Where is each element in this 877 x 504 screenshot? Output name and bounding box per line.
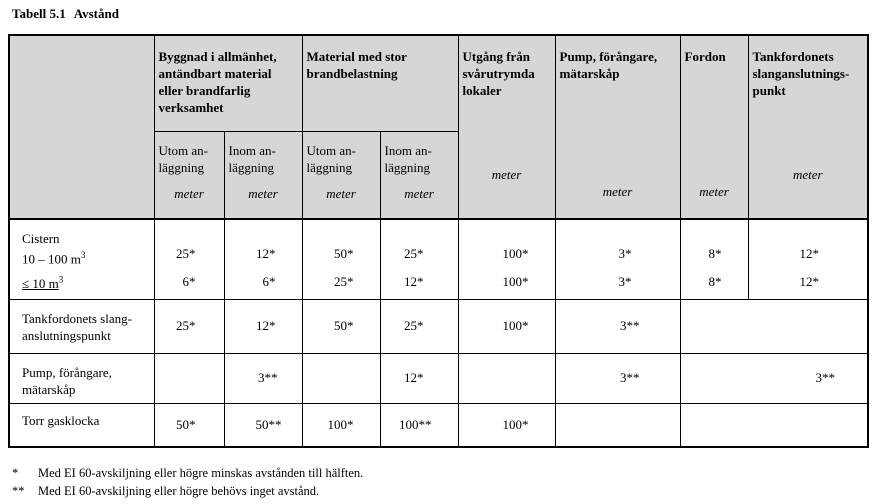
value-cell: 12* 12* bbox=[748, 219, 868, 299]
sub-header-inside: Inom an-läggning meter bbox=[380, 131, 458, 219]
table-row bbox=[9, 353, 868, 403]
sub-header-outside: Utom an-läggning meter bbox=[154, 131, 224, 219]
table-caption bbox=[12, 6, 119, 22]
sub-header-inside: Inom an-läggning meter bbox=[224, 131, 302, 219]
value-cell bbox=[680, 403, 748, 447]
value-cell: 12* bbox=[380, 353, 458, 403]
value-cell: 100* bbox=[458, 299, 555, 353]
value-cell: 100* 100* bbox=[458, 219, 555, 299]
corner-header bbox=[9, 35, 154, 219]
value-cell bbox=[154, 353, 224, 403]
table-row bbox=[9, 403, 868, 447]
value-cell: 3** bbox=[748, 353, 868, 403]
header-vehicle: Fordon meter bbox=[680, 35, 748, 219]
header-pump: Pump, förångare, mätarskåp meter bbox=[555, 35, 680, 219]
value-cell: 3* 3* bbox=[555, 219, 680, 299]
sub-header-outside: Utom an-läggning meter bbox=[302, 131, 380, 219]
value-cell: 100** bbox=[380, 403, 458, 447]
footnote-double: ** Med EI 60-avskiljning eller högre behövs inget avstånd. bbox=[12, 484, 320, 498]
value-cell bbox=[680, 353, 748, 403]
value-cell: 100* bbox=[458, 403, 555, 447]
value-cell: 25* bbox=[154, 299, 224, 353]
header-tank-connection: Tankfordonets slanganslutnings-punkt meter bbox=[748, 35, 868, 219]
table-row bbox=[9, 299, 868, 353]
row-label-pump: Pump, förångare, mätarskåp bbox=[9, 353, 154, 403]
value-cell: 3** bbox=[555, 299, 680, 353]
row-label-torr: Torr gasklocka bbox=[9, 403, 154, 447]
value-cell: 12* bbox=[224, 299, 302, 353]
distance-table bbox=[8, 34, 869, 448]
value-cell: 50* 25* bbox=[302, 219, 380, 299]
value-cell: 50* bbox=[154, 403, 224, 447]
group-header-building: Byggnad i allmänhet, antändbart material eller brandfarlig verksamhet bbox=[154, 35, 302, 131]
caption-title: Avstånd bbox=[73, 6, 119, 21]
value-cell: 100* bbox=[302, 403, 380, 447]
value-cell: 8* 8* bbox=[680, 219, 748, 299]
value-cell bbox=[458, 353, 555, 403]
row-label-cistern: Cistern 10 – 100 $m^3$ ≤ 10 $m^3$ bbox=[9, 219, 154, 299]
table-row bbox=[9, 219, 868, 299]
value-cell: 25* 12* bbox=[380, 219, 458, 299]
caption-number: Tabell 5.1 bbox=[12, 6, 66, 21]
value-cell bbox=[302, 353, 380, 403]
value-cell bbox=[748, 403, 868, 447]
row-label-tank: Tankfordonets slang- anslutningspunkt bbox=[9, 299, 154, 353]
value-cell bbox=[680, 299, 748, 353]
value-cell: 25* bbox=[380, 299, 458, 353]
footnote-single: * Med EI 60-avskiljning eller högre minskas avstånden till hälften. bbox=[12, 466, 364, 480]
header-exit: Utgång från svårutrymda lokaler meter bbox=[458, 35, 555, 219]
value-cell: 3** bbox=[555, 353, 680, 403]
value-cell: 50** bbox=[224, 403, 302, 447]
value-cell bbox=[748, 299, 868, 353]
value-cell bbox=[555, 403, 680, 447]
value-cell: 12* 6* bbox=[224, 219, 302, 299]
value-cell: 3** bbox=[224, 353, 302, 403]
value-cell: 25* 6* bbox=[154, 219, 224, 299]
group-header-material: Material med stor brandbelastning bbox=[302, 35, 458, 131]
value-cell: 50* bbox=[302, 299, 380, 353]
